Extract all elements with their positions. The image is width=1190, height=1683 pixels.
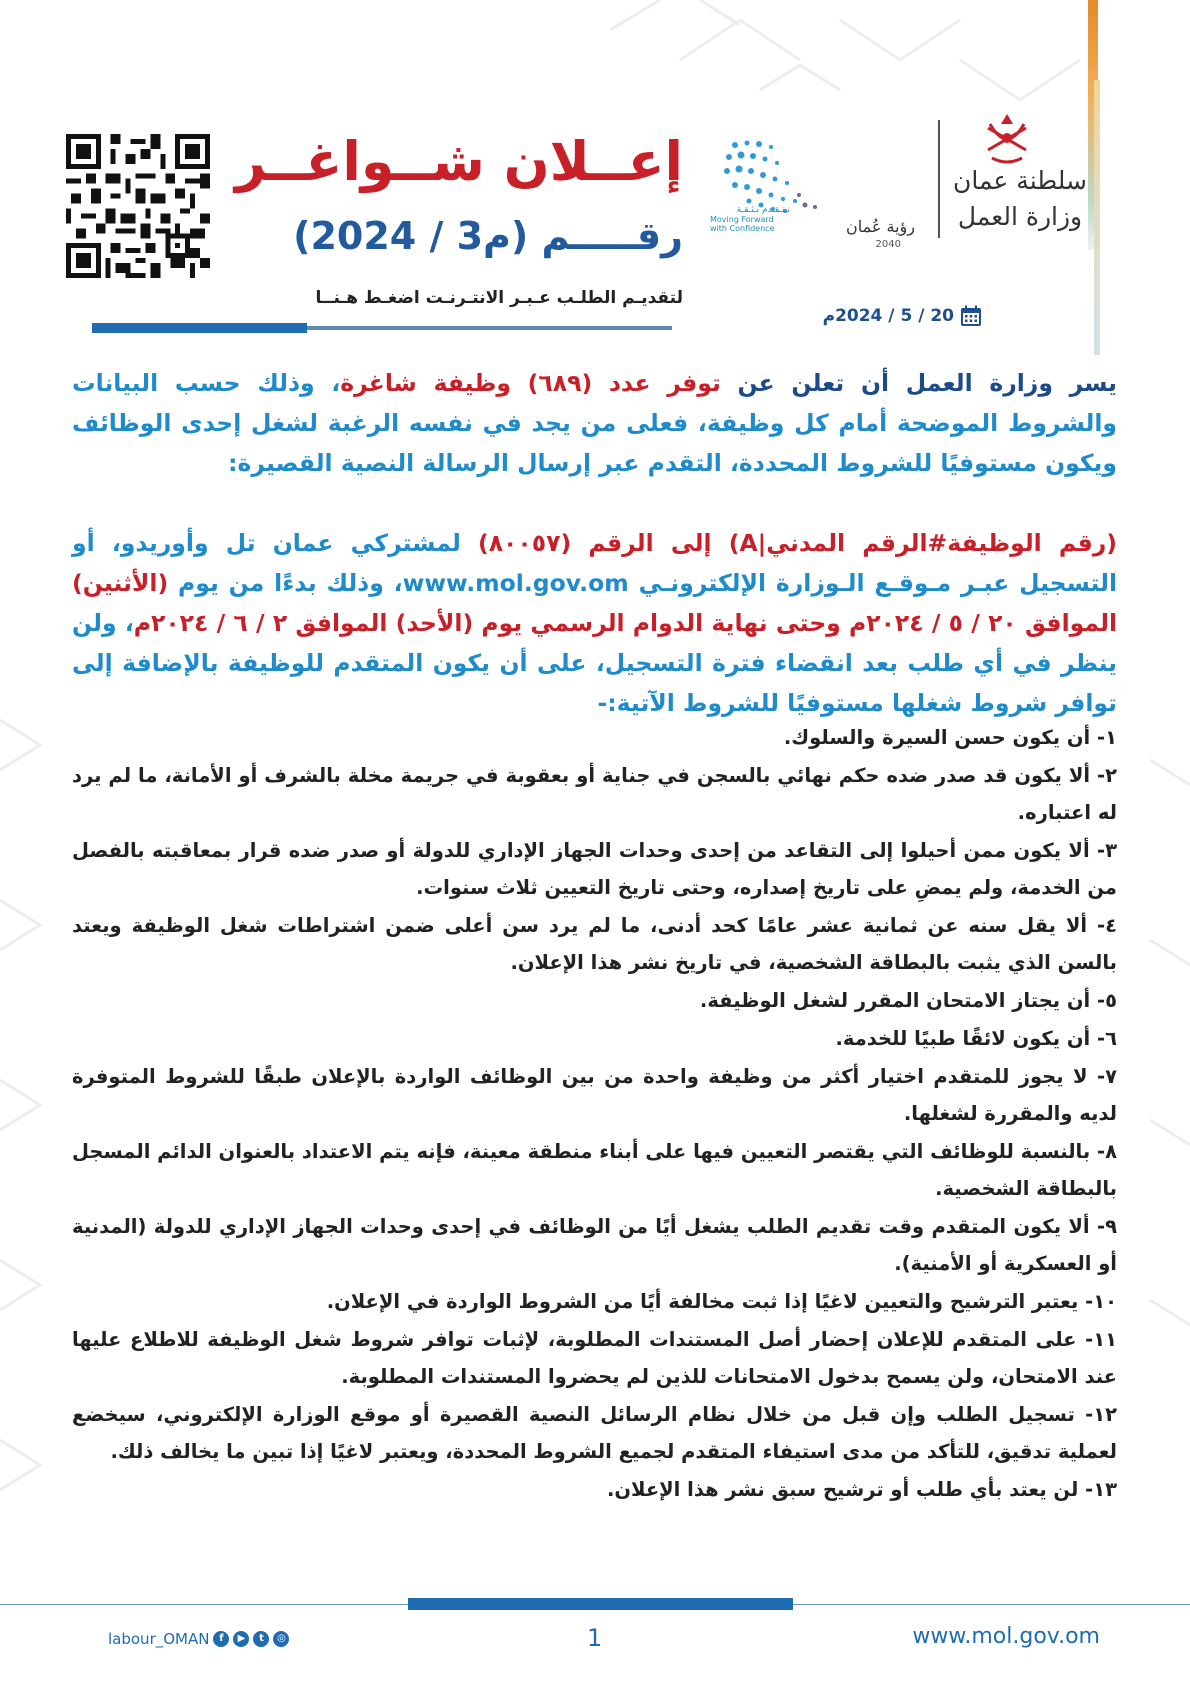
twitter-icon[interactable]: t: [253, 1631, 269, 1647]
instagram-icon[interactable]: ◎: [273, 1631, 289, 1647]
page-title: إعــلان شــواغــر: [235, 130, 683, 193]
page-number: 1: [587, 1624, 603, 1652]
vision-year: 2040: [875, 239, 901, 250]
announcement-number: رقـــــم (م3 / 2024): [293, 214, 683, 258]
header-divider-accent: [92, 323, 307, 333]
accent-bar-secondary: [1094, 80, 1100, 355]
condition-item: ٩- ألا يكون المتقدم وقت تقديم الطلب يشغل أيًا من الوظائف في إحدى وحدات الجهاز الإداري للدولة (المدنية أو العسكرية أو الأمنية).: [72, 1215, 1117, 1275]
condition-item: ١١- على المتقدم للإعلان إحضار أصل المستندات المطلوبة، لإثبات توافر شروط شغل الوظيفة للاطلاع عليها عند الامتحان، ولن يسمح بدخول الامتحانات للذين لم يحضروا المستندات المطلوبة.: [72, 1328, 1117, 1388]
moving-forward-ar: نـتـقـدم بـثـقـة: [736, 205, 790, 215]
sms-text-b: لمشتركي عمان تل وأوريدو، أو التسجيل عبـر مـوقـع الـوزارة الإلكترونـي www.mol.gov.om، وذلك بدءًا من يوم: [72, 529, 1117, 597]
moving-forward-en-1: Moving Forward: [710, 215, 774, 224]
logo-divider: [938, 120, 940, 238]
youtube-icon[interactable]: ▶: [233, 1631, 249, 1647]
conditions-list: [72, 719, 1117, 1509]
condition-item: ١٣- لن يعتد بأي طلب أو ترشيح سبق نشر هذا الإعلان.: [606, 1478, 1117, 1501]
condition-item: ٨- بالنسبة للوظائف التي يقتصر التعيين فيها على أبناء منطقة معينة، فإنه يتم الاعتداد بالعنوان الدائم المسجل بالبطاقة الشخصية.: [72, 1140, 1117, 1200]
qr-code-icon[interactable]: [66, 134, 210, 278]
intro-text-c: ، وذلك حسب البيانات والشروط الموضحة أمام كل وظيفة، فعلى من يجد في نفسه الرغبة لشغل إحدى الوظائف ويكون مستوفيًا للشروط المحددة، التقدم عبر إرسال الرسالة النصية القصيرة:: [72, 369, 1117, 477]
condition-item: ٣- ألا يكون ممن أحيلوا إلى التقاعد من إحدى وحدات الجهاز الإداري للدولة أو صدر ضده قرار بمعاقبته بالفصل من الخدمة، ولم يمضِ على تاريخ إصداره، وحتى تاريخ التعيين ثلاث سنوات.: [72, 839, 1117, 899]
sms-format: (رقم الوظيفة#الرقم المدني|A) إلى الرقم (٨٠٠٥٧): [477, 529, 1117, 557]
condition-item: ٢- ألا يكون قد صدر ضده حكم نهائي بالسجن في جناية أو بعقوبة في جريمة مخلة بالشرف أو الأمانة، ما لم يرد له اعتباره.: [72, 764, 1117, 824]
apply-online-link[interactable]: لتقديـم الطلـب عـبـر الانتـرنـت اضغـط هـنــا: [315, 288, 683, 308]
ministry-logo: [930, 110, 1090, 245]
condition-item: ٧- لا يجوز للمتقدم اختيار أكثر من وظيفة واحدة من بين الوظائف الواردة بالإعلان طبقًا للشروط المتوفرة لديه والمقررة لشغلها.: [72, 1065, 1117, 1125]
condition-item: ١٢- تسجيل الطلب وإن قبل من خلال نظام الرسائل النصية القصيرة أو موقع الوزارة الإلكتروني، سيخضع لعملية تدقيق، للتأكد من مدى استيفاء المتقدم لجميع الشروط المحددة، ويعتبر لاغيًا إذا تبين ما يخالف ذلك.: [72, 1403, 1117, 1463]
oman-emblem-icon: [982, 110, 1032, 168]
calendar-icon: [960, 305, 982, 327]
publish-date: [823, 305, 982, 327]
vision-word: رؤية عُمان: [846, 217, 915, 236]
condition-item: ٥- أن يجتاز الامتحان المقرر لشغل الوظيفة.: [699, 989, 1117, 1012]
condition-item: ١٠- يعتبر الترشيح والتعيين لاغيًا إذا ثبت مخالفة أيًا من الشروط الواردة في الإعلان.: [326, 1290, 1117, 1313]
condition-item: ٤- ألا يقل سنه عن ثمانية عشر عامًا كحد أدنى، ما لم يرد سن أعلى ضمن اشتراطات شغل الوظيفة ويعتد بالسن الذي يثبت بالبطاقة الشخصية، في تاريخ نشر هذا الإعلان.: [72, 914, 1117, 974]
intro-text-a: يسر وزارة العمل أن تعلن عن: [720, 369, 1117, 397]
condition-item: ٦- أن يكون لائقًا طبيًا للخدمة.: [835, 1027, 1117, 1050]
moving-forward-logo: [710, 205, 790, 233]
condition-item: ١- أن يكون حسن السيرة والسلوك.: [783, 726, 1117, 749]
moving-forward-en-2: with Confidence: [710, 224, 775, 233]
website-link[interactable]: www.mol.gov.om: [912, 1624, 1100, 1649]
social-handle[interactable]: [108, 1630, 289, 1648]
ministry-name-line1: سلطنة عمان: [953, 166, 1087, 195]
registration-period: (الأثنين) الموافق ٢٠ / ٥ / ٢٠٢٤م وحتى نهاية الدوام الرسمي يوم (الأحد) الموافق ٢ / ٦ / ٢٠٢٤م: [72, 569, 1117, 637]
intro-paragraph: [72, 363, 1117, 723]
footer-divider-accent: [408, 1598, 793, 1610]
ministry-name-line2: وزارة العمل: [957, 202, 1083, 231]
sms-text-d: ، ولن ينظر في أي طلب بعد انقضاء فترة التسجيل، على أن يكون المتقدم للوظيفة بالإضافة إلى توافر شروط شغلها مستوفيًا للشروط الآتية:-: [72, 609, 1117, 717]
intro-vacancy-count: توفر عدد (٦٨٩) وظيفة شاغرة: [340, 369, 721, 397]
facebook-icon[interactable]: f: [213, 1631, 229, 1647]
social-handle-text: labour_OMAN: [108, 1630, 210, 1648]
date-text: 20 / 5 / 2024م: [822, 306, 954, 326]
